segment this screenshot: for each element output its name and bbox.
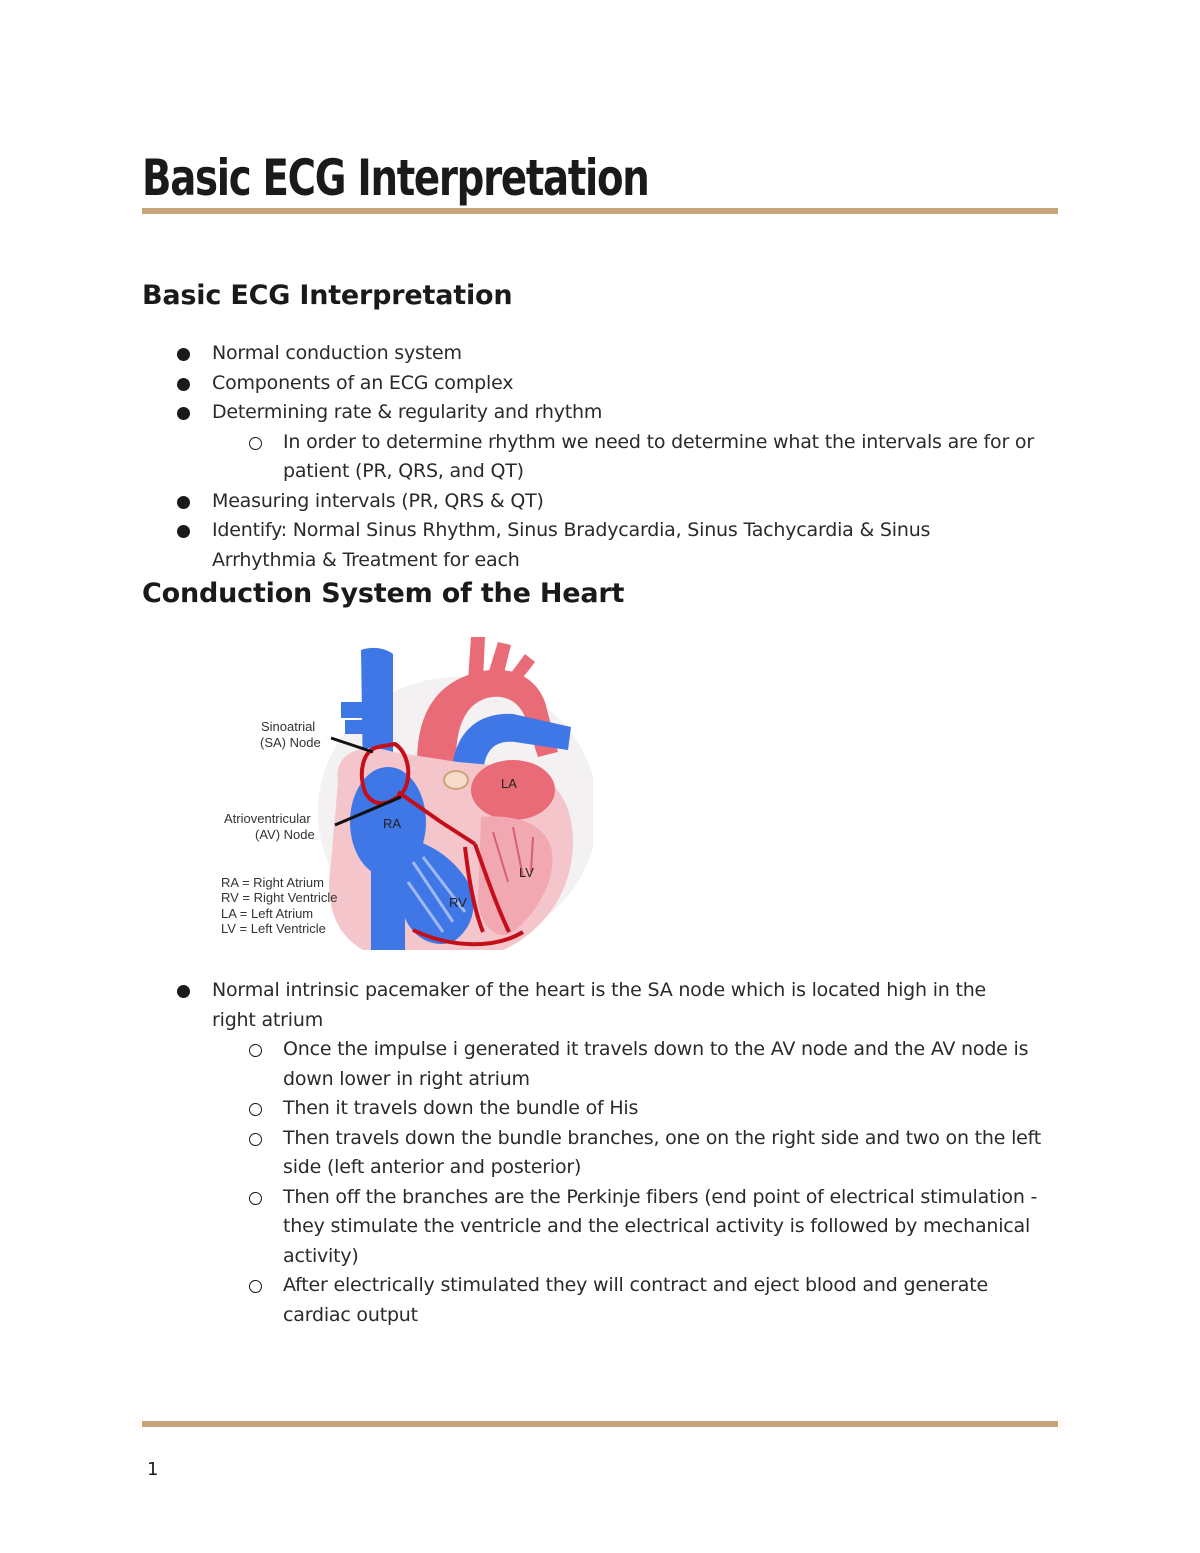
list-item xyxy=(0,369,1032,399)
page-number: 1 xyxy=(147,1459,159,1480)
bullet-disc-icon xyxy=(177,378,190,391)
lv-label: LV xyxy=(519,865,534,880)
list-item-text: Components of an ECG complex xyxy=(212,371,514,394)
bullet-circle-icon xyxy=(249,1192,262,1205)
bullet-disc-icon xyxy=(177,985,190,998)
ra-label: RA xyxy=(383,816,402,831)
bullet-circle-icon xyxy=(249,1280,262,1293)
list-item-text: In order to determine rhythm we need to determine what the intervals are for or patient (PR, QRS, and QT) xyxy=(283,430,1034,482)
bullet-disc-icon xyxy=(177,407,190,420)
list-item-text: Normal intrinsic pacemaker of the heart is the SA node which is located high in the right atrium xyxy=(212,979,987,1031)
list-item xyxy=(0,339,1032,369)
list-item-text: Determining rate & regularity and rhythm xyxy=(212,401,603,423)
list-item xyxy=(0,487,1032,517)
list-item-text: Then it travels down the bundle of His xyxy=(283,1097,639,1119)
sub-list-item xyxy=(0,1094,1058,1124)
list-item xyxy=(0,398,1032,428)
pulmonary-vein-2 xyxy=(345,720,369,734)
rv-label: RV xyxy=(449,895,467,910)
sub-list-item xyxy=(0,1035,1058,1094)
legend-ra: RA = Right Atrium xyxy=(221,875,324,890)
intro-bullet-list xyxy=(0,339,1200,575)
la-label: LA xyxy=(501,776,517,791)
sa-node-label-line2: (SA) Node xyxy=(260,735,321,750)
legend-la: LA = Left Atrium xyxy=(221,906,314,921)
section-heading-intro: Basic ECG Interpretation xyxy=(142,280,513,311)
bullet-disc-icon xyxy=(177,496,190,509)
title-divider xyxy=(142,208,1058,214)
bullet-disc-icon xyxy=(177,525,190,538)
sa-node-label-line1: Sinoatrial xyxy=(261,719,316,734)
bullet-circle-icon xyxy=(249,1044,262,1057)
sub-list-item xyxy=(0,1124,1058,1183)
legend-rv: RV = Right Ventricle xyxy=(221,890,338,905)
list-item-text: Once the impulse i generated it travels down to the AV node and the AV node is down lower in right atrium xyxy=(283,1038,1029,1090)
sub-list-item xyxy=(0,428,1058,487)
bullet-circle-icon xyxy=(249,1133,262,1146)
heart-conduction-diagram xyxy=(213,632,593,950)
sub-list-item xyxy=(0,1271,1058,1330)
legend-lv: LV = Left Ventricle xyxy=(221,921,326,936)
pulmonary-vein-1 xyxy=(341,702,369,718)
aorta-branch-1 xyxy=(468,637,485,680)
list-item-text: Identify: Normal Sinus Rhythm, Sinus Bradycardia, Sinus Tachycardia & Sinus Arrhythmia & Treatment for each xyxy=(212,519,931,571)
conduction-bullet-list xyxy=(0,976,1200,1330)
list-item-text: Normal conduction system xyxy=(212,342,462,364)
page-title: Basic ECG Interpretation xyxy=(142,149,649,207)
inferior-vena-cava xyxy=(371,862,405,950)
list-item-text: After electrically stimulated they will contract and eject blood and generate cardiac output xyxy=(283,1274,988,1326)
list-item-text: Then travels down the bundle branches, one on the right side and two on the left side (left anterior and posterior) xyxy=(283,1126,1042,1178)
list-item-text: Then off the branches are the Perkinje fibers (end point of electrical stimulation - they stimulate the ventricle and the electrical activity is followed by mechanical activity) xyxy=(283,1185,1038,1267)
bullet-circle-icon xyxy=(249,1103,262,1116)
section-heading-conduction: Conduction System of the Heart xyxy=(142,578,625,609)
av-node-label-line2: (AV) Node xyxy=(255,827,315,842)
list-item xyxy=(0,976,1032,1035)
list-item xyxy=(0,516,1032,575)
bullet-disc-icon xyxy=(177,348,190,361)
av-node-label-line1: Atrioventricular xyxy=(224,811,311,826)
aortic-valve xyxy=(444,771,468,789)
footer-divider xyxy=(142,1421,1058,1427)
sub-list-item xyxy=(0,1183,1058,1272)
list-item-text: Measuring intervals (PR, QRS & QT) xyxy=(212,489,544,512)
bullet-circle-icon xyxy=(249,437,262,450)
